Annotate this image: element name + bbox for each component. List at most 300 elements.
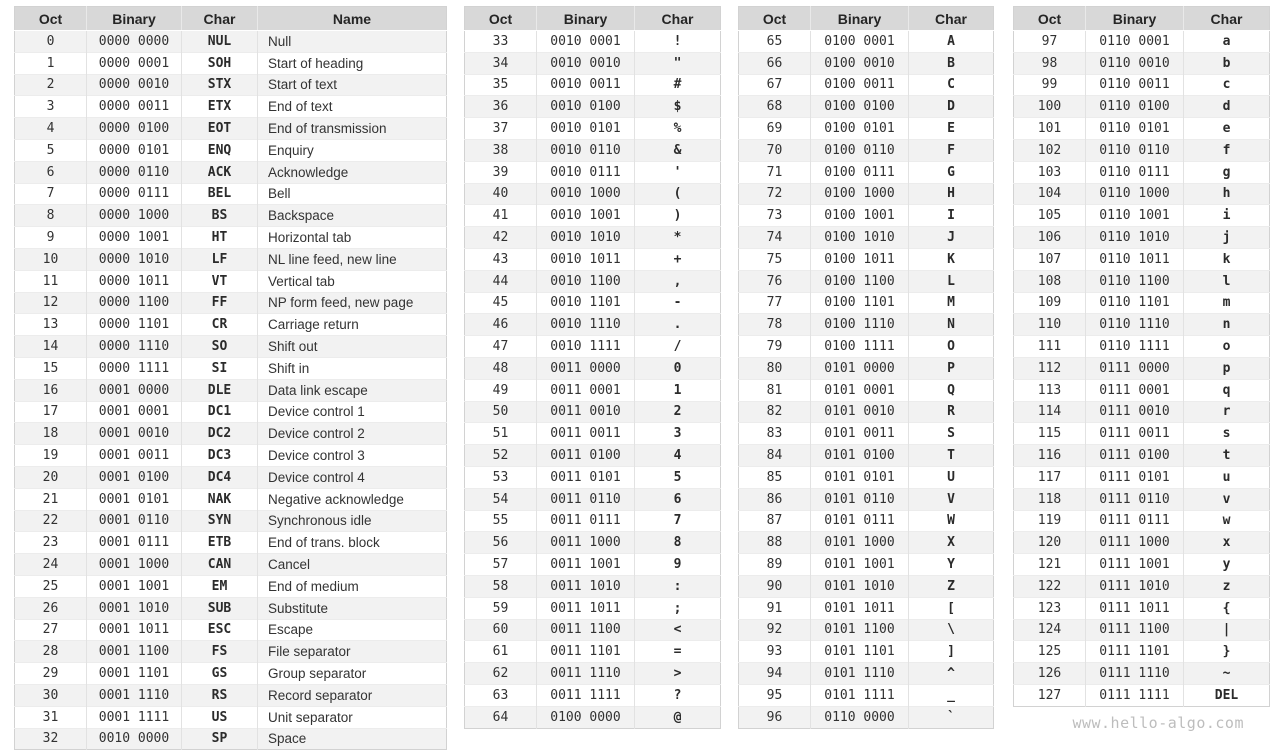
table-row [739, 183, 994, 205]
column-header-binary: Binary [537, 7, 635, 31]
cell-name: Shift out [258, 336, 447, 358]
table-row [15, 292, 447, 314]
table-row [739, 575, 994, 597]
cell-oct: 64 [465, 706, 537, 728]
table-row [739, 379, 994, 401]
cell-binary: 0110 1101 [1086, 292, 1184, 314]
table-row [465, 554, 721, 576]
table-row [739, 684, 994, 706]
cell-binary: 0010 0000 [87, 728, 182, 750]
table-row [1014, 641, 1270, 663]
cell-binary: 0101 1000 [811, 532, 909, 554]
cell-char: I [909, 205, 994, 227]
cell-char: 3 [635, 423, 721, 445]
cell-oct: 26 [15, 597, 87, 619]
cell-binary: 0101 0010 [811, 401, 909, 423]
cell-char: i [1184, 205, 1270, 227]
table-row [739, 139, 994, 161]
cell-binary: 0100 0100 [811, 96, 909, 118]
table-row [739, 96, 994, 118]
cell-binary: 0111 1111 [1086, 684, 1184, 706]
cell-binary: 0100 0001 [811, 31, 909, 53]
cell-binary: 0100 1000 [811, 183, 909, 205]
cell-char: ? [635, 684, 721, 706]
cell-binary: 0110 1010 [1086, 227, 1184, 249]
cell-binary: 0101 1101 [811, 641, 909, 663]
cell-binary: 0000 0000 [87, 31, 182, 53]
cell-char: U [909, 466, 994, 488]
table-row [739, 118, 994, 140]
cell-char: , [635, 270, 721, 292]
cell-oct: 81 [739, 379, 811, 401]
cell-char: GS [182, 663, 258, 685]
table-row [1014, 532, 1270, 554]
cell-binary: 0010 0010 [537, 52, 635, 74]
cell-char: 1 [635, 379, 721, 401]
cell-char: 9 [635, 554, 721, 576]
cell-oct: 51 [465, 423, 537, 445]
table-row [739, 641, 994, 663]
table-row [739, 401, 994, 423]
cell-binary: 0010 0101 [537, 118, 635, 140]
table-row [465, 597, 721, 619]
ascii-table-33-64 [464, 6, 721, 729]
cell-oct: 112 [1014, 357, 1086, 379]
cell-char: b [1184, 52, 1270, 74]
cell-char: G [909, 161, 994, 183]
table-row [1014, 270, 1270, 292]
cell-char: & [635, 139, 721, 161]
cell-char: Q [909, 379, 994, 401]
cell-oct: 114 [1014, 401, 1086, 423]
cell-binary: 0100 1100 [811, 270, 909, 292]
cell-oct: 37 [465, 118, 537, 140]
column-header-binary: Binary [1086, 7, 1184, 31]
cell-oct: 63 [465, 684, 537, 706]
cell-char: EOT [182, 118, 258, 140]
table-row [465, 706, 721, 728]
cell-char: R [909, 401, 994, 423]
cell-char: D [909, 96, 994, 118]
cell-oct: 44 [465, 270, 537, 292]
column-header-binary: Binary [87, 7, 182, 31]
cell-char: ! [635, 31, 721, 53]
table-row [739, 466, 994, 488]
cell-char: S [909, 423, 994, 445]
table-row [1014, 575, 1270, 597]
cell-binary: 0011 1000 [537, 532, 635, 554]
cell-oct: 99 [1014, 74, 1086, 96]
cell-oct: 6 [15, 161, 87, 183]
cell-oct: 72 [739, 183, 811, 205]
table-row [15, 575, 447, 597]
cell-oct: 86 [739, 488, 811, 510]
header-row [1014, 7, 1270, 31]
cell-binary: 0111 1011 [1086, 597, 1184, 619]
cell-oct: 28 [15, 641, 87, 663]
table-row [739, 31, 994, 53]
table-row [465, 31, 721, 53]
table-row [739, 357, 994, 379]
cell-oct: 108 [1014, 270, 1086, 292]
cell-binary: 0011 0111 [537, 510, 635, 532]
cell-binary: 0001 0111 [87, 532, 182, 554]
cell-binary: 0001 0110 [87, 510, 182, 532]
cell-binary: 0101 1110 [811, 663, 909, 685]
cell-name: Enquiry [258, 139, 447, 161]
cell-binary: 0110 1111 [1086, 336, 1184, 358]
table-row [15, 31, 447, 53]
table-row [465, 532, 721, 554]
cell-char: X [909, 532, 994, 554]
cell-binary: 0000 0001 [87, 52, 182, 74]
cell-binary: 0111 1110 [1086, 663, 1184, 685]
table-row [739, 314, 994, 336]
cell-binary: 0010 0011 [537, 74, 635, 96]
cell-char: $ [635, 96, 721, 118]
column-header-binary: Binary [811, 7, 909, 31]
cell-binary: 0101 0100 [811, 445, 909, 467]
cell-char: q [1184, 379, 1270, 401]
cell-char: SUB [182, 597, 258, 619]
ascii-panel-punct-digits [464, 6, 721, 729]
table-row [465, 183, 721, 205]
cell-char: STX [182, 74, 258, 96]
cell-binary: 0001 0010 [87, 423, 182, 445]
table-row [465, 401, 721, 423]
cell-char: Z [909, 575, 994, 597]
table-row [15, 248, 447, 270]
cell-char: % [635, 118, 721, 140]
table-row [1014, 227, 1270, 249]
ascii-panel-uppercase [738, 6, 994, 729]
table-row [1014, 357, 1270, 379]
cell-char: y [1184, 554, 1270, 576]
table-row [15, 554, 447, 576]
cell-binary: 0010 0110 [537, 139, 635, 161]
cell-oct: 29 [15, 663, 87, 685]
cell-char: K [909, 248, 994, 270]
table-row [15, 379, 447, 401]
table-row [1014, 510, 1270, 532]
cell-binary: 0110 1011 [1086, 248, 1184, 270]
cell-oct: 91 [739, 597, 811, 619]
cell-binary: 0111 0000 [1086, 357, 1184, 379]
cell-oct: 18 [15, 423, 87, 445]
cell-binary: 0001 0011 [87, 445, 182, 467]
table-row [465, 292, 721, 314]
header-row [465, 7, 721, 31]
table-row [1014, 379, 1270, 401]
cell-binary: 0001 0000 [87, 379, 182, 401]
cell-oct: 50 [465, 401, 537, 423]
cell-oct: 41 [465, 205, 537, 227]
cell-char: . [635, 314, 721, 336]
table-row [465, 423, 721, 445]
cell-char: a [1184, 31, 1270, 53]
cell-name: Synchronous idle [258, 510, 447, 532]
cell-oct: 125 [1014, 641, 1086, 663]
cell-oct: 55 [465, 510, 537, 532]
cell-name: End of trans. block [258, 532, 447, 554]
cell-char: 2 [635, 401, 721, 423]
table-row [15, 728, 447, 750]
cell-binary: 0000 1001 [87, 227, 182, 249]
cell-oct: 84 [739, 445, 811, 467]
cell-binary: 0110 0000 [811, 706, 909, 728]
cell-binary: 0111 0011 [1086, 423, 1184, 445]
table-row [15, 314, 447, 336]
cell-binary: 0110 1100 [1086, 270, 1184, 292]
cell-oct: 23 [15, 532, 87, 554]
cell-name: Device control 1 [258, 401, 447, 423]
cell-name: Cancel [258, 554, 447, 576]
cell-char: RS [182, 684, 258, 706]
table-row [465, 52, 721, 74]
cell-char: VT [182, 270, 258, 292]
cell-char: HT [182, 227, 258, 249]
table-row [739, 663, 994, 685]
cell-oct: 76 [739, 270, 811, 292]
cell-binary: 0100 1110 [811, 314, 909, 336]
cell-char: e [1184, 118, 1270, 140]
cell-char: A [909, 31, 994, 53]
cell-binary: 0011 0100 [537, 445, 635, 467]
cell-binary: 0010 1100 [537, 270, 635, 292]
cell-oct: 70 [739, 139, 811, 161]
cell-binary: 0000 0111 [87, 183, 182, 205]
table-row [15, 74, 447, 96]
header-row [15, 7, 447, 31]
cell-char: SP [182, 728, 258, 750]
cell-oct: 113 [1014, 379, 1086, 401]
cell-oct: 5 [15, 139, 87, 161]
cell-oct: 96 [739, 706, 811, 728]
cell-binary: 0001 1011 [87, 619, 182, 641]
cell-binary: 0110 0100 [1086, 96, 1184, 118]
table-row [465, 488, 721, 510]
cell-oct: 111 [1014, 336, 1086, 358]
cell-char: ETX [182, 96, 258, 118]
cell-char: DEL [1184, 684, 1270, 706]
cell-char: g [1184, 161, 1270, 183]
table-row [1014, 161, 1270, 183]
cell-char: CR [182, 314, 258, 336]
ascii-table-97-127 [1013, 6, 1270, 707]
table-row [465, 641, 721, 663]
table-row [739, 445, 994, 467]
table-row [739, 161, 994, 183]
table-row [739, 248, 994, 270]
cell-binary: 0000 1100 [87, 292, 182, 314]
table-row [15, 52, 447, 74]
cell-binary: 0111 1101 [1086, 641, 1184, 663]
table-row [465, 270, 721, 292]
cell-binary: 0111 0101 [1086, 466, 1184, 488]
cell-binary: 0011 0001 [537, 379, 635, 401]
cell-binary: 0011 0010 [537, 401, 635, 423]
cell-char: ) [635, 205, 721, 227]
cell-oct: 40 [465, 183, 537, 205]
table-row [1014, 445, 1270, 467]
table-row [465, 575, 721, 597]
cell-binary: 0101 0000 [811, 357, 909, 379]
cell-binary: 0011 1011 [537, 597, 635, 619]
cell-name: End of medium [258, 575, 447, 597]
table-row [1014, 139, 1270, 161]
cell-char: > [635, 663, 721, 685]
cell-name: Unit separator [258, 706, 447, 728]
cell-binary: 0010 1000 [537, 183, 635, 205]
cell-name: Device control 4 [258, 466, 447, 488]
table-row [1014, 684, 1270, 706]
cell-binary: 0010 1001 [537, 205, 635, 227]
table-row [739, 597, 994, 619]
table-row [465, 510, 721, 532]
cell-oct: 101 [1014, 118, 1086, 140]
cell-char: DLE [182, 379, 258, 401]
cell-oct: 90 [739, 575, 811, 597]
cell-binary: 0001 0100 [87, 466, 182, 488]
cell-char: 5 [635, 466, 721, 488]
table-row [465, 663, 721, 685]
cell-oct: 19 [15, 445, 87, 467]
table-row [739, 74, 994, 96]
cell-char: ' [635, 161, 721, 183]
table-row [1014, 488, 1270, 510]
table-row [15, 619, 447, 641]
cell-oct: 7 [15, 183, 87, 205]
table-row [15, 706, 447, 728]
cell-name: End of transmission [258, 118, 447, 140]
table-row [1014, 292, 1270, 314]
cell-binary: 0101 0110 [811, 488, 909, 510]
cell-oct: 93 [739, 641, 811, 663]
cell-char: US [182, 706, 258, 728]
cell-oct: 106 [1014, 227, 1086, 249]
cell-name: Start of heading [258, 52, 447, 74]
cell-binary: 0010 0111 [537, 161, 635, 183]
cell-oct: 35 [465, 74, 537, 96]
cell-char: NAK [182, 488, 258, 510]
cell-binary: 0001 0101 [87, 488, 182, 510]
cell-char: FF [182, 292, 258, 314]
table-row [15, 532, 447, 554]
cell-binary: 0100 1010 [811, 227, 909, 249]
cell-binary: 0001 1110 [87, 684, 182, 706]
table-row [1014, 74, 1270, 96]
table-row [1014, 248, 1270, 270]
table-row [1014, 52, 1270, 74]
cell-binary: 0101 1011 [811, 597, 909, 619]
table-row [465, 139, 721, 161]
cell-binary: 0001 1101 [87, 663, 182, 685]
cell-binary: 0101 1111 [811, 684, 909, 706]
cell-oct: 118 [1014, 488, 1086, 510]
cell-name: Vertical tab [258, 270, 447, 292]
cell-binary: 0001 0001 [87, 401, 182, 423]
cell-name: Device control 2 [258, 423, 447, 445]
cell-oct: 117 [1014, 466, 1086, 488]
table-row [739, 532, 994, 554]
ascii-table-65-96 [738, 6, 994, 729]
cell-char: t [1184, 445, 1270, 467]
table-row [15, 227, 447, 249]
cell-binary: 0100 1001 [811, 205, 909, 227]
column-header-char: Char [635, 7, 721, 31]
cell-char: s [1184, 423, 1270, 445]
cell-oct: 115 [1014, 423, 1086, 445]
table-row [15, 139, 447, 161]
header-row [739, 7, 994, 31]
cell-binary: 0101 0001 [811, 379, 909, 401]
cell-oct: 49 [465, 379, 537, 401]
cell-oct: 59 [465, 597, 537, 619]
cell-char: } [1184, 641, 1270, 663]
table-row [465, 466, 721, 488]
cell-char: ACK [182, 161, 258, 183]
table-row [1014, 554, 1270, 576]
table-row [1014, 118, 1270, 140]
column-header-name: Name [258, 7, 447, 31]
cell-char: 4 [635, 445, 721, 467]
cell-char: - [635, 292, 721, 314]
table-row [15, 510, 447, 532]
cell-binary: 0010 0100 [537, 96, 635, 118]
column-header-oct: Oct [1014, 7, 1086, 31]
cell-char: L [909, 270, 994, 292]
cell-oct: 62 [465, 663, 537, 685]
cell-binary: 0101 1010 [811, 575, 909, 597]
cell-binary: 0111 0111 [1086, 510, 1184, 532]
table-row [1014, 619, 1270, 641]
cell-char: Y [909, 554, 994, 576]
cell-oct: 97 [1014, 31, 1086, 53]
cell-oct: 60 [465, 619, 537, 641]
table-row [465, 445, 721, 467]
cell-oct: 66 [739, 52, 811, 74]
cell-oct: 61 [465, 641, 537, 663]
cell-char: + [635, 248, 721, 270]
cell-name: Negative acknowledge [258, 488, 447, 510]
cell-name: Null [258, 31, 447, 53]
cell-binary: 0000 1010 [87, 248, 182, 270]
cell-binary: 0000 0011 [87, 96, 182, 118]
table-row [465, 379, 721, 401]
cell-oct: 79 [739, 336, 811, 358]
cell-binary: 0011 1110 [537, 663, 635, 685]
cell-name: Substitute [258, 597, 447, 619]
cell-oct: 120 [1014, 532, 1086, 554]
column-header-char: Char [1184, 7, 1270, 31]
table-row [15, 270, 447, 292]
cell-binary: 0111 1001 [1086, 554, 1184, 576]
cell-oct: 98 [1014, 52, 1086, 74]
table-row [465, 227, 721, 249]
cell-char: u [1184, 466, 1270, 488]
cell-oct: 47 [465, 336, 537, 358]
cell-binary: 0110 0101 [1086, 118, 1184, 140]
cell-char: < [635, 619, 721, 641]
cell-oct: 71 [739, 161, 811, 183]
cell-binary: 0111 0010 [1086, 401, 1184, 423]
cell-oct: 52 [465, 445, 537, 467]
cell-char: h [1184, 183, 1270, 205]
cell-oct: 110 [1014, 314, 1086, 336]
cell-oct: 68 [739, 96, 811, 118]
cell-char: [ [909, 597, 994, 619]
cell-binary: 0110 0001 [1086, 31, 1184, 53]
